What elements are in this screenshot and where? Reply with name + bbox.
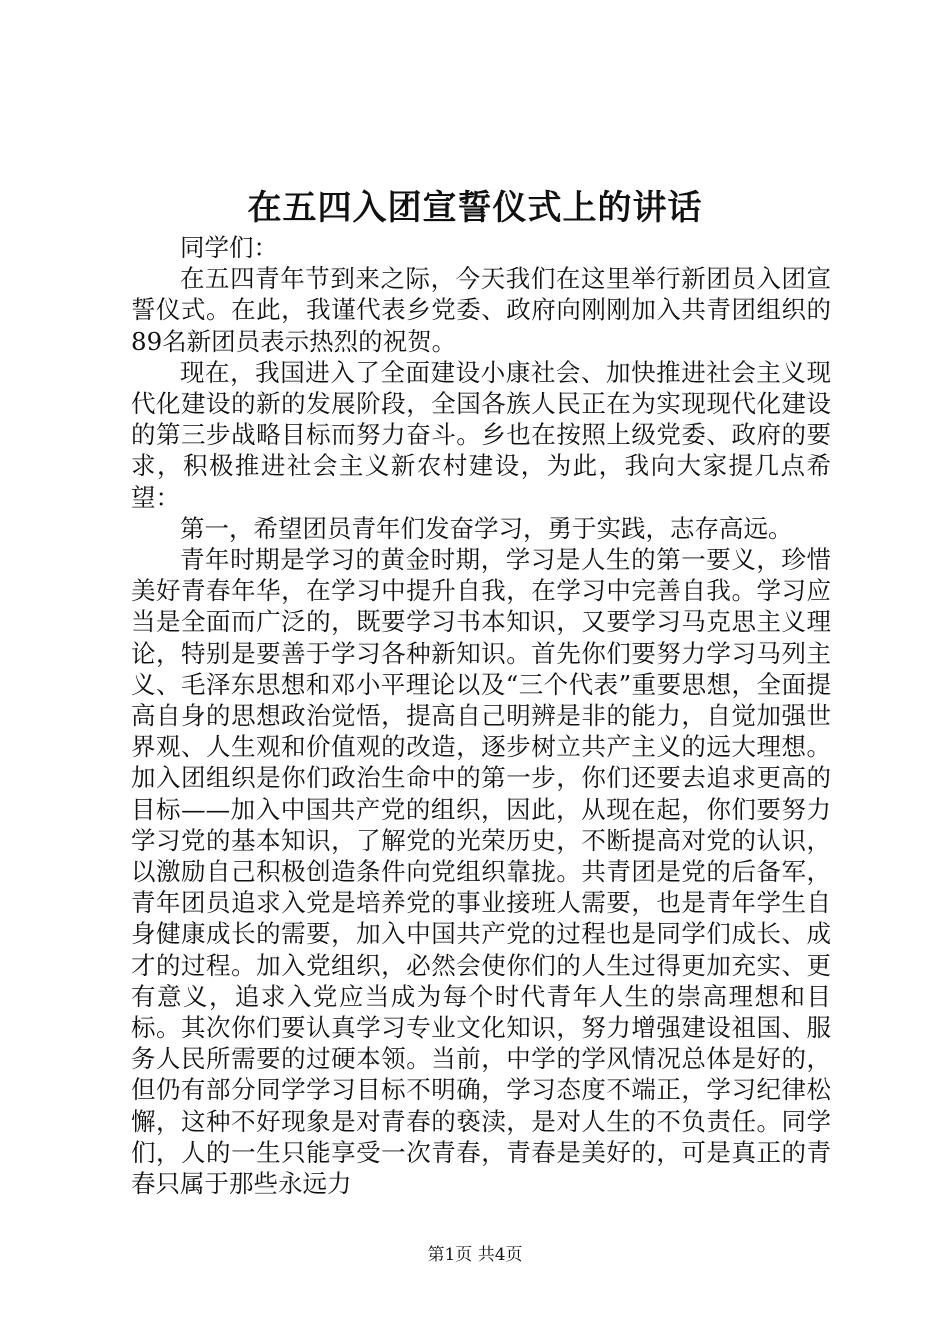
paragraph-2: 现在，我国进入了全面建设小康社会、加快推进社会主义现代化建设的新的发展阶段，全国各族人民正在为实现现代化建设的第三步战略目标而努力奋斗。乡也在按照上级党委、政府的要求，积极推进社会主义新农村建设，为此，我向大家提几点希望： xyxy=(131,357,831,512)
paragraph-3: 第一，希望团员青年们发奋学习，勇于实践，志存高远。 xyxy=(180,513,793,543)
paragraph-1: 在五四青年节到来之际，今天我们在这里举行新团员入团宣誓仪式。在此，我谨代表乡党委、政府向刚刚加入共青团组织的89名新团员表示热烈的祝贺。 xyxy=(131,264,831,356)
document-title: 在五四入团宣誓仪式上的讲话 xyxy=(247,188,703,228)
salutation: 同学们： xyxy=(180,233,278,262)
page-number-footer: 第1页 共4页 xyxy=(427,1245,523,1265)
paragraph-4: 青年时期是学习的黄金时期，学习是人生的第一要义，珍惜美好青春年华，在学习中提升自我，在学习中完善自我。学习应当是全面而广泛的，既要学习书本知识，又要学习马克思主义理论，特别是要善于学习各种新知识。首先你们要努力学习马列主义、毛泽东思想和邓小平理论以及“三个代表”重要思想，全面提高自身的思想政治觉悟，提高自己明辨是非的能力，自觉加强世界观、人生观和价值观的改造，逐步树立共产主义的远大理想。加入团组织是你们政治生命中的第一步，你们还要去追求更高的目标——加入中国共产党的组织，因此，从现在起，你们要努力学习党的基本知识，了解党的光荣历史，不断提高对党的认识，以激励自己积极创造条件向党组织靠拢。共青团是党的后备军，青年团员追求入党是培养党的事业接班人需要，也是青年学生自身健康成长的需要，加入中国共产党的过程也是同学们成长、成才的过程。加入党组织，必然会使你们的人生过得更加充实、更有意义，追求入党应当成为每个时代青年人生的崇高理想和目标。其次你们要认真学习专业文化知识，努力增强建设祖国、服务人民所需要的过硬本领。当前，中学的学风情况总体是好的，但仍有部分同学学习目标不明确，学习态度不端正，学习纪律松懈，这种不好现象是对青春的亵渎，是对人生的不负责任。同学们，人的一生只能享受一次青春，青春是美好的，可是真正的青春只属于那些永远力 xyxy=(131,545,831,1199)
document-body xyxy=(131,232,831,1199)
